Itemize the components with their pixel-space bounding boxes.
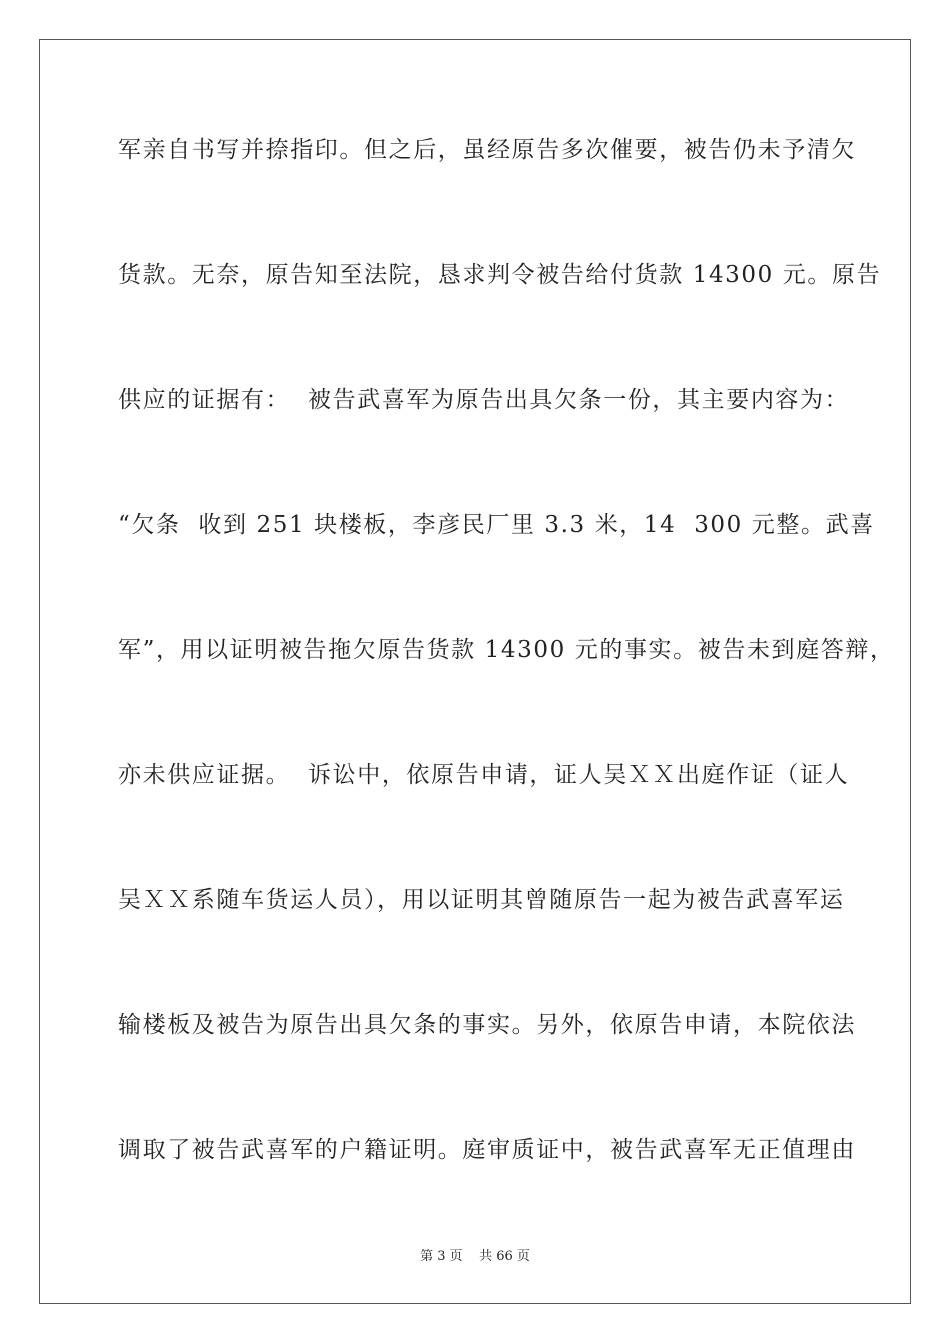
paragraph-line: 亦未供应证据。 诉讼中，依原告申请，证人吴ＸＸ出庭作证（证人 bbox=[118, 762, 850, 788]
paragraph-line: 供应的证据有： 被告武喜军为原告出具欠条一份，其主要内容为： bbox=[118, 387, 850, 413]
paragraph-line: 军亲自书写并捺指印。但之后，虽经原告多次催要，被告仍未予清欠 bbox=[118, 137, 856, 163]
page-border bbox=[39, 39, 911, 1304]
paragraph-line: 货款。无奈，原告知至法院，恳求判令被告给付货款 14300 元。原告 bbox=[118, 262, 882, 288]
paragraph-line: “欠条 收到 251 块楼板，李彦民厂里 3.3 米，14 300 元整。武喜 bbox=[118, 512, 875, 538]
paragraph-line: 军”，用以证明被告拖欠原告货款 14300 元的事实。被告未到庭答辩， bbox=[118, 637, 895, 663]
paragraph-line: 输楼板及被告为原告出具欠条的事实。另外，依原告申请，本院依法 bbox=[118, 1012, 856, 1038]
page-number-footer: 第 3 页 共 66 页 bbox=[420, 1249, 530, 1264]
paragraph-line: 吴ＸＸ系随车货运人员），用以证明其曾随原告一起为被告武喜军运 bbox=[118, 887, 845, 913]
paragraph-line: 调取了被告武喜军的户籍证明。庭审质证中，被告武喜军无正值理由 bbox=[118, 1137, 856, 1163]
